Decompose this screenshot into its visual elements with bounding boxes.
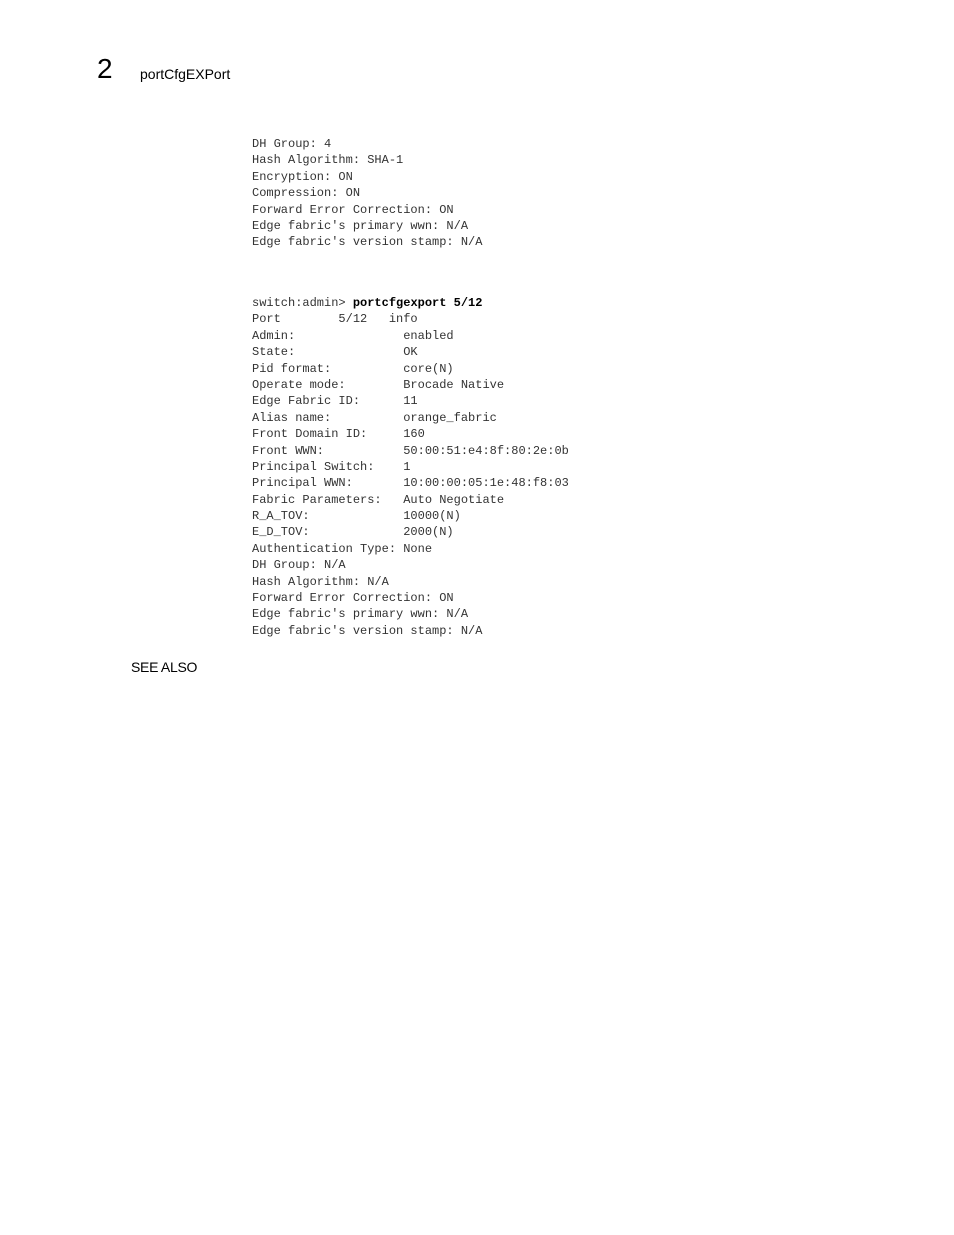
code-line: Principal Switch: 1 xyxy=(252,459,411,474)
code-line: Edge fabric's primary wwn: N/A xyxy=(252,218,469,233)
code-line: DH Group: 4 xyxy=(252,137,332,151)
running-title: portCfgEXPort xyxy=(140,66,231,82)
code-line: Authentication Type: None xyxy=(252,541,433,556)
code-line: Port 5/12 info xyxy=(252,312,418,327)
chapter-number: 2 xyxy=(97,53,113,84)
code-block-output xyxy=(252,136,482,251)
command-line xyxy=(252,295,569,311)
code-line: Edge Fabric ID: 11 xyxy=(252,394,418,409)
code-line: Principal WWN: 10:00:00:05:1e:48:f8:03 xyxy=(252,476,569,491)
code-line: Hash Algorithm: N/A xyxy=(252,574,389,589)
code-line: R_A_TOV: 10000(N) xyxy=(252,509,461,524)
see-also-heading: SEE ALSO xyxy=(131,659,198,675)
code-line: Fabric Parameters: Auto Negotiate xyxy=(252,492,505,507)
code-line: Alias name: orange_fabric xyxy=(252,410,497,425)
code-line: Edge fabric's primary wwn: N/A xyxy=(252,607,469,622)
code-line: Operate mode: Brocade Native xyxy=(252,377,505,392)
code-line: Edge fabric's version stamp: N/A xyxy=(252,623,483,638)
code-line: Pid format: core(N) xyxy=(252,361,454,376)
code-line: E_D_TOV: 2000(N) xyxy=(252,525,454,540)
code-line: Compression: ON xyxy=(252,186,361,201)
code-block-example xyxy=(252,295,569,639)
code-line: Forward Error Correction: ON xyxy=(252,591,454,606)
code-line: Admin: enabled xyxy=(252,328,454,343)
code-line: Front Domain ID: 160 xyxy=(252,427,425,442)
shell-prompt: switch:admin> xyxy=(252,296,353,310)
code-line: Edge fabric's version stamp: N/A xyxy=(252,235,483,250)
code-line: Encryption: ON xyxy=(252,169,353,184)
code-line: Front WWN: 50:00:51:e4:8f:80:2e:0b xyxy=(252,443,569,458)
code-line: DH Group: N/A xyxy=(252,558,346,573)
code-line: State: OK xyxy=(252,345,418,360)
code-line: Forward Error Correction: ON xyxy=(252,202,454,217)
command-text: portcfgexport 5/12 xyxy=(352,296,483,310)
code-line: Hash Algorithm: SHA-1 xyxy=(252,153,404,168)
